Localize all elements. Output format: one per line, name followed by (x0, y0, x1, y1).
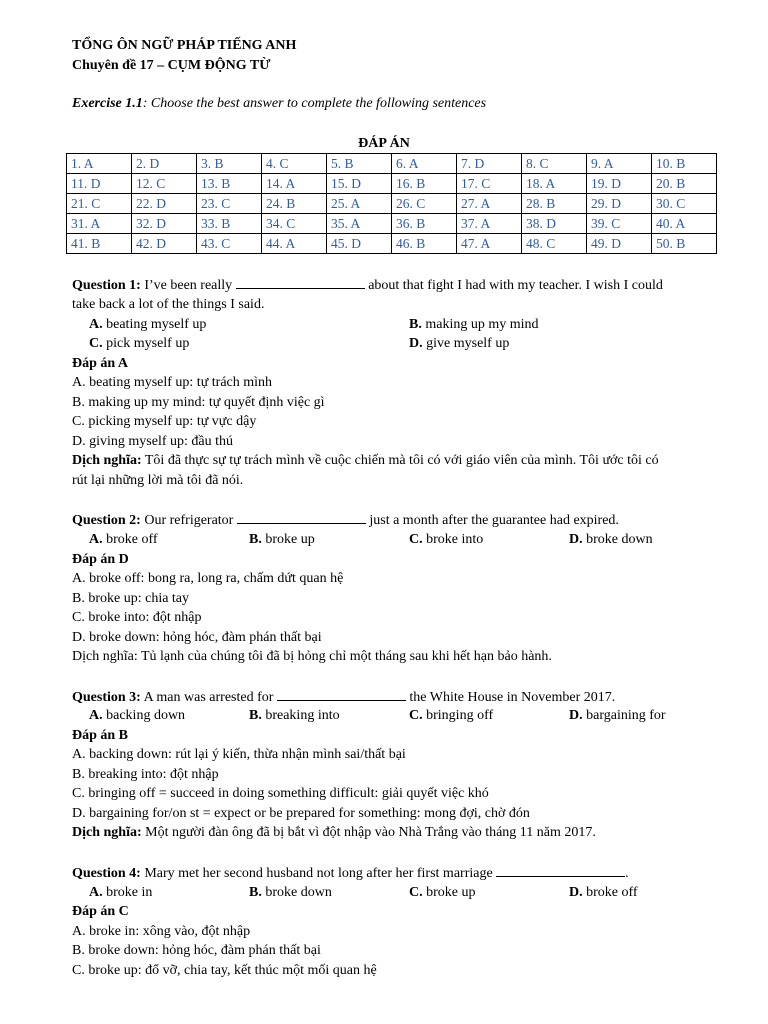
explanation-line: D. bargaining for/on st = expect or be prepared for something: mong đợi, chờ đón (72, 806, 530, 821)
option-b: B. broke up (249, 532, 315, 547)
table-row (67, 154, 717, 174)
answer-cell: 3. B (197, 154, 262, 174)
answer-cell: 5. B (327, 154, 392, 174)
question-1-stem: Question 1: I’ve been really about that fight I had with my teacher. I wish I could (72, 278, 663, 293)
answer-label: Đáp án D (72, 552, 129, 567)
question-1-stem-line2: take back a lot of the things I said. (72, 297, 265, 312)
answer-cell: 46. B (392, 234, 457, 254)
answer-cell: 27. A (457, 194, 522, 214)
answer-cell: 19. D (587, 174, 652, 194)
answer-cell: 28. B (522, 194, 587, 214)
answer-cell: 50. B (652, 234, 717, 254)
answer-cell: 1. A (67, 154, 132, 174)
answer-cell: 38. D (522, 214, 587, 234)
answer-blank (496, 864, 625, 877)
answer-cell: 31. A (67, 214, 132, 234)
answer-cell: 29. D (587, 194, 652, 214)
answer-cell: 39. C (587, 214, 652, 234)
answer-label: Đáp án A (72, 356, 129, 371)
answer-cell: 49. D (587, 234, 652, 254)
translation-line: Dịch nghĩa: Một người đàn ông đã bị bắt vì đột nhập vào Nhà Trắng vào tháng 11 năm 2017. (72, 825, 596, 840)
answer-cell: 20. B (652, 174, 717, 194)
explanation-line: C. picking myself up: tự vực dậy (72, 414, 257, 429)
option-b: B. breaking into (249, 708, 340, 723)
answer-cell: 26. C (392, 194, 457, 214)
option-c: C. broke up (409, 885, 476, 900)
answer-cell: 44. A (262, 234, 327, 254)
answer-cell: 33. B (197, 214, 262, 234)
answer-cell: 10. B (652, 154, 717, 174)
answer-cell: 9. A (587, 154, 652, 174)
answer-cell: 30. C (652, 194, 717, 214)
answer-cell: 47. A (457, 234, 522, 254)
exercise-instruction: : Choose the best answer to complete the following sentences (142, 96, 487, 111)
answer-cell: 34. C (262, 214, 327, 234)
answer-cell: 24. B (262, 194, 327, 214)
answer-cell: 6. A (392, 154, 457, 174)
exercise-label: Exercise 1.1 (72, 96, 143, 111)
option-a: A. beating myself up (89, 317, 207, 332)
answer-cell: 12. C (132, 174, 197, 194)
answer-cell: 14. A (262, 174, 327, 194)
explanation-line: A. broke off: bong ra, long ra, chấm dứt quan hệ (72, 571, 344, 586)
option-d: D. give myself up (409, 336, 510, 351)
option-a: A. backing down (89, 708, 186, 723)
answer-cell: 13. B (197, 174, 262, 194)
answer-label: Đáp án B (72, 728, 129, 743)
question-4-stem: Question 4: Mary met her second husband not long after her first marriage . (72, 866, 629, 881)
option-c: C. bringing off (409, 708, 494, 723)
answer-cell: 40. A (652, 214, 717, 234)
question-2-stem: Question 2: Our refrigerator just a month after the guarantee had expired. (72, 513, 619, 528)
explanation-line: B. breaking into: đột nhập (72, 767, 219, 782)
option-c: C. broke into (409, 532, 484, 547)
answer-blank (277, 688, 406, 701)
explanation-line: A. broke in: xông vào, đột nhập (72, 924, 251, 939)
explanation-line: C. bringing off = succeed in doing something difficult: giải quyết việc khó (72, 786, 489, 801)
explanation-line: B. broke up: chia tay (72, 591, 190, 606)
answer-cell: 2. D (132, 154, 197, 174)
explanation-line: C. broke up: đổ vỡ, chia tay, kết thúc một mối quan hệ (72, 963, 377, 978)
answer-blank (236, 276, 365, 289)
answer-cell: 22. D (132, 194, 197, 214)
option-d: D. broke down (569, 532, 653, 547)
question-3-stem: Question 3: A man was arrested for the White House in November 2017. (72, 690, 616, 705)
answer-cell: 8. C (522, 154, 587, 174)
answer-cell: 45. D (327, 234, 392, 254)
option-d: D. bargaining for (569, 708, 666, 723)
answer-cell: 32. D (132, 214, 197, 234)
answer-cell: 37. A (457, 214, 522, 234)
option-c: C. pick myself up (89, 336, 190, 351)
translation-line2: rút lại những lời mà tôi đã nói. (72, 473, 244, 488)
answer-blank (237, 511, 366, 524)
explanation-line: A. beating myself up: tự trách mình (72, 375, 273, 390)
answer-cell: 4. C (262, 154, 327, 174)
option-a: A. broke in (89, 885, 153, 900)
explanation-line: B. making up my mind: tự quyết định việc gì (72, 395, 325, 410)
question-label: Question 1: (72, 278, 141, 293)
explanation-line: D. broke down: hỏng hóc, đàm phán thất bại (72, 630, 322, 645)
answer-cell: 21. C (67, 194, 132, 214)
document-subtitle: Chuyên đề 17 – CỤM ĐỘNG TỪ (72, 58, 271, 73)
answer-cell: 11. D (67, 174, 132, 194)
translation-line: Dịch nghĩa: Tủ lạnh của chúng tôi đã bị hỏng chỉ một tháng sau khi hết hạn bảo hành. (72, 649, 552, 664)
explanation-line: B. broke down: hỏng hóc, đàm phán thất bại (72, 943, 321, 958)
answer-cell: 17. C (457, 174, 522, 194)
answer-cell: 42. D (132, 234, 197, 254)
answer-key-table (66, 153, 717, 254)
translation-line: Dịch nghĩa: Tôi đã thực sự tự trách mình về cuộc chiến mà tôi có với giáo viên của mình. Tôi ước tôi có (72, 453, 659, 468)
question-label: Question 2: (72, 513, 141, 528)
explanation-line: A. backing down: rút lại ý kiến, thừa nhận mình sai/thất bại (72, 747, 406, 762)
answer-cell: 36. B (392, 214, 457, 234)
answer-cell: 18. A (522, 174, 587, 194)
answer-cell: 43. C (197, 234, 262, 254)
option-d: D. broke off (569, 885, 638, 900)
option-b: B. broke down (249, 885, 332, 900)
option-b: B. making up my mind (409, 317, 539, 332)
answer-cell: 15. D (327, 174, 392, 194)
answer-cell: 41. B (67, 234, 132, 254)
exercise-heading (72, 96, 486, 112)
answer-key-title: ĐÁP ÁN (358, 136, 410, 151)
answer-cell: 16. B (392, 174, 457, 194)
explanation-line: D. giving myself up: đầu thú (72, 434, 233, 449)
answer-cell: 25. A (327, 194, 392, 214)
answer-cell: 23. C (197, 194, 262, 214)
answer-cell: 7. D (457, 154, 522, 174)
explanation-line: C. broke into: đột nhập (72, 610, 202, 625)
question-label: Question 3: (72, 690, 141, 705)
option-a: A. broke off (89, 532, 158, 547)
table-row (67, 214, 717, 234)
table-row (67, 234, 717, 254)
question-label: Question 4: (72, 866, 141, 881)
answer-label: Đáp án C (72, 904, 129, 919)
table-row (67, 194, 717, 214)
document-title: TỔNG ÔN NGỮ PHÁP TIẾNG ANH (72, 38, 297, 53)
table-row (67, 174, 717, 194)
answer-cell: 48. C (522, 234, 587, 254)
answer-cell: 35. A (327, 214, 392, 234)
